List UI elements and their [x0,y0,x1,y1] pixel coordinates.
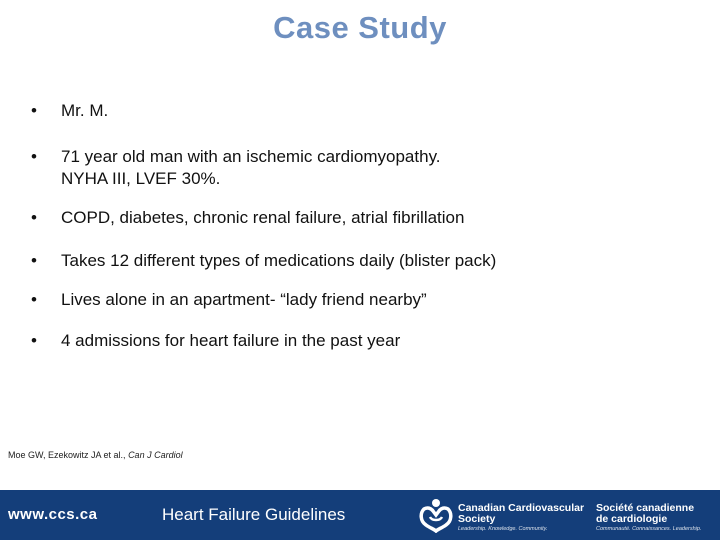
bullet-text-continuation: NYHA III, LVEF 30%. [61,169,221,188]
bullet-text: Mr. M. [61,101,109,120]
bullet-dot: • [31,331,37,350]
bullet-item [31,146,441,190]
bullet-item [31,330,400,352]
org-name-french: Société canadienne de cardiologie Communauté. Connaissances. Leadership. [596,502,702,532]
bullet-dot: • [31,147,37,166]
citation [8,450,183,460]
bullet-item [31,207,464,229]
bullet-text: Lives alone in an apartment- “lady friend nearby” [61,290,427,309]
bullet-text: 71 year old man with an ischemic cardiomyopathy. [61,147,441,166]
footer-bar [0,490,720,540]
bullet-dot: • [31,208,37,227]
ccs-heart-logo-icon [418,495,454,533]
citation-journal: Can J Cardiol [128,450,183,460]
bullet-item [31,250,496,272]
bullet-dot: • [31,251,37,270]
footer-title: Heart Failure Guidelines [162,505,346,524]
bullet-item [31,100,108,122]
bullet-text: 4 admissions for heart failure in the past year [61,331,401,350]
bullet-dot: • [31,290,37,309]
bullet-text: COPD, diabetes, chronic renal failure, atrial fibrillation [61,208,465,227]
bullet-item [31,289,427,311]
bullet-dot: • [31,101,37,120]
citation-authors: Moe GW, Ezekowitz JA et al., [8,450,126,460]
bullet-text: Takes 12 different types of medications daily (blister pack) [61,251,497,270]
website-link[interactable]: www.ccs.ca [8,506,98,523]
slide-title: Case Study [273,10,447,45]
org-name-english: Canadian Cardiovascular Society Leadership. Knowledge. Community. [458,502,585,532]
